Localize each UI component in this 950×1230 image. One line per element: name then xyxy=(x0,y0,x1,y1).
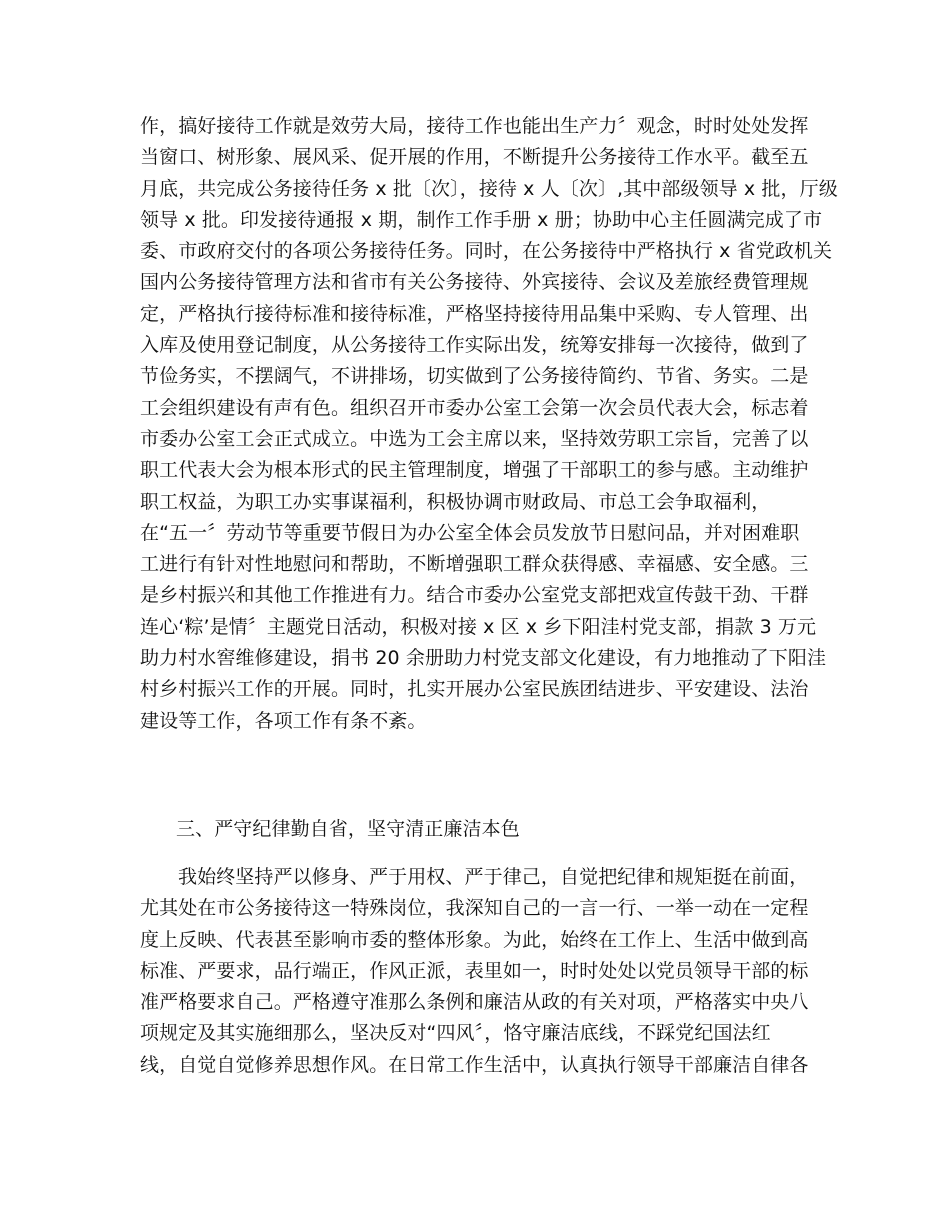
text-line: 项规定及其实施细那么，坚决反对“四风〞，恪守廉洁底线，不踩党纪国法红 xyxy=(140,1022,771,1045)
text-line: 准严格要求自己。严格遵守准那么条例和廉洁从政的有关对项，严格落实中央八 xyxy=(140,991,809,1014)
text-line: 尤其处在市公务接待这一特殊岗位，我深知自己的一言一行、一举一动在一定程 xyxy=(140,897,809,920)
text-line: 线，自觉自觉修养思想作风。在日常工作生活中，认真执行领导干部廉洁自律各 xyxy=(140,1053,809,1076)
text-line: 月底，共完成公务接待任务 x 批〔次〕，接待 x 人〔次〕,其中部级领导 x 批，厅级 xyxy=(140,177,838,200)
paragraph-work-summary xyxy=(140,111,838,737)
text-line: 作，搞好接待工作就是效劳大局，接待工作也能出生产力〞观念，时时处处发挥 xyxy=(140,115,809,137)
text-line: 委、市政府交付的各项公务接待任务。同时，在公务接待中严格执行 x 省党政机关 xyxy=(140,240,833,263)
text-line: 工进行有针对性地慰问和帮助，不断增强职工群众获得感、幸福感、安全感。三 xyxy=(140,553,809,576)
text-line: 助力村水窖维修建设，捐书 20 余册助力村党支部文化建设，有力地推动了下阳洼 xyxy=(140,647,827,670)
text-line: 在“五一〞劳动节等重要节假日为办公室全体会员发放节日慰问品，并对困难职 xyxy=(140,521,800,544)
text-line: 村乡村振兴工作的开展。同时，扎实开展办公室民族团结进步、平安建设、法治 xyxy=(140,678,809,701)
section-heading xyxy=(140,814,820,845)
text-line: 国内公务接待管理方法和省市有关公务接待、外宾接待、会议及差旅经费管理规 xyxy=(140,271,809,294)
text-line: 职工权益，为职工办实事谋福利，积极协调市财政局、市总工会争取福利， xyxy=(140,490,771,513)
text-line: 领导 x 批。印发接待通报 x 期，制作工作手册 x 册；协助中心主任圆满完成了市 xyxy=(140,208,823,231)
text-line: 市委办公室工会正式成立。中选为工会主席以来，坚持效劳职工宗旨，完善了以 xyxy=(140,427,809,450)
text-line: 度上反映、代表甚至影响市委的整体形象。为此，始终在工作上、生活中做到高 xyxy=(140,928,809,951)
text-line: 节俭务实，不摆阔气，不讲排场，切实做到了公务接待简约、节省、务实。二是 xyxy=(140,365,809,388)
text-line: 连心‘粽’是情〞主题党日活动，积极对接 x 区 x 乡下阳洼村党支部，捐款 3 万元 xyxy=(140,615,817,638)
text-line: 定，严格执行接待标准和接待标准，严格坚持接待用品集中采购、专人管理、出 xyxy=(140,302,809,325)
paragraph-discipline xyxy=(140,862,820,1081)
text-line: 建设等工作，各项工作有条不紊。 xyxy=(140,709,427,732)
text-line: 当窗口、树形象、展风采、促开展的作用，不断提升公务接待工作水平。截至五 xyxy=(140,146,809,169)
section-heading-text: 三、严守纪律勤自省，坚守清正廉洁本色 xyxy=(176,818,520,840)
text-line: 入库及使用登记制度，从公务接待工作实际出发，统筹安排每一次接待，做到了 xyxy=(140,334,809,357)
text-line: 工会组织建设有声有色。组织召开市委办公室工会第一次会员代表大会，标志着 xyxy=(140,396,809,419)
text-line: 我始终坚持严以修身、严于用权、严于律己，自觉把纪律和规矩挺在前面， xyxy=(178,866,809,888)
text-line: 职工代表大会为根本形式的民主管理制度，增强了干部职工的参与感。主动维护 xyxy=(140,459,809,482)
text-line: 标准、严要求，品行端正，作风正派，表里如一，时时处处以党员领导干部的标 xyxy=(140,959,809,982)
text-line: 是乡村振兴和其他工作推进有力。结合市委办公室党支部把戏宣传鼓干劲、干群 xyxy=(140,584,809,607)
